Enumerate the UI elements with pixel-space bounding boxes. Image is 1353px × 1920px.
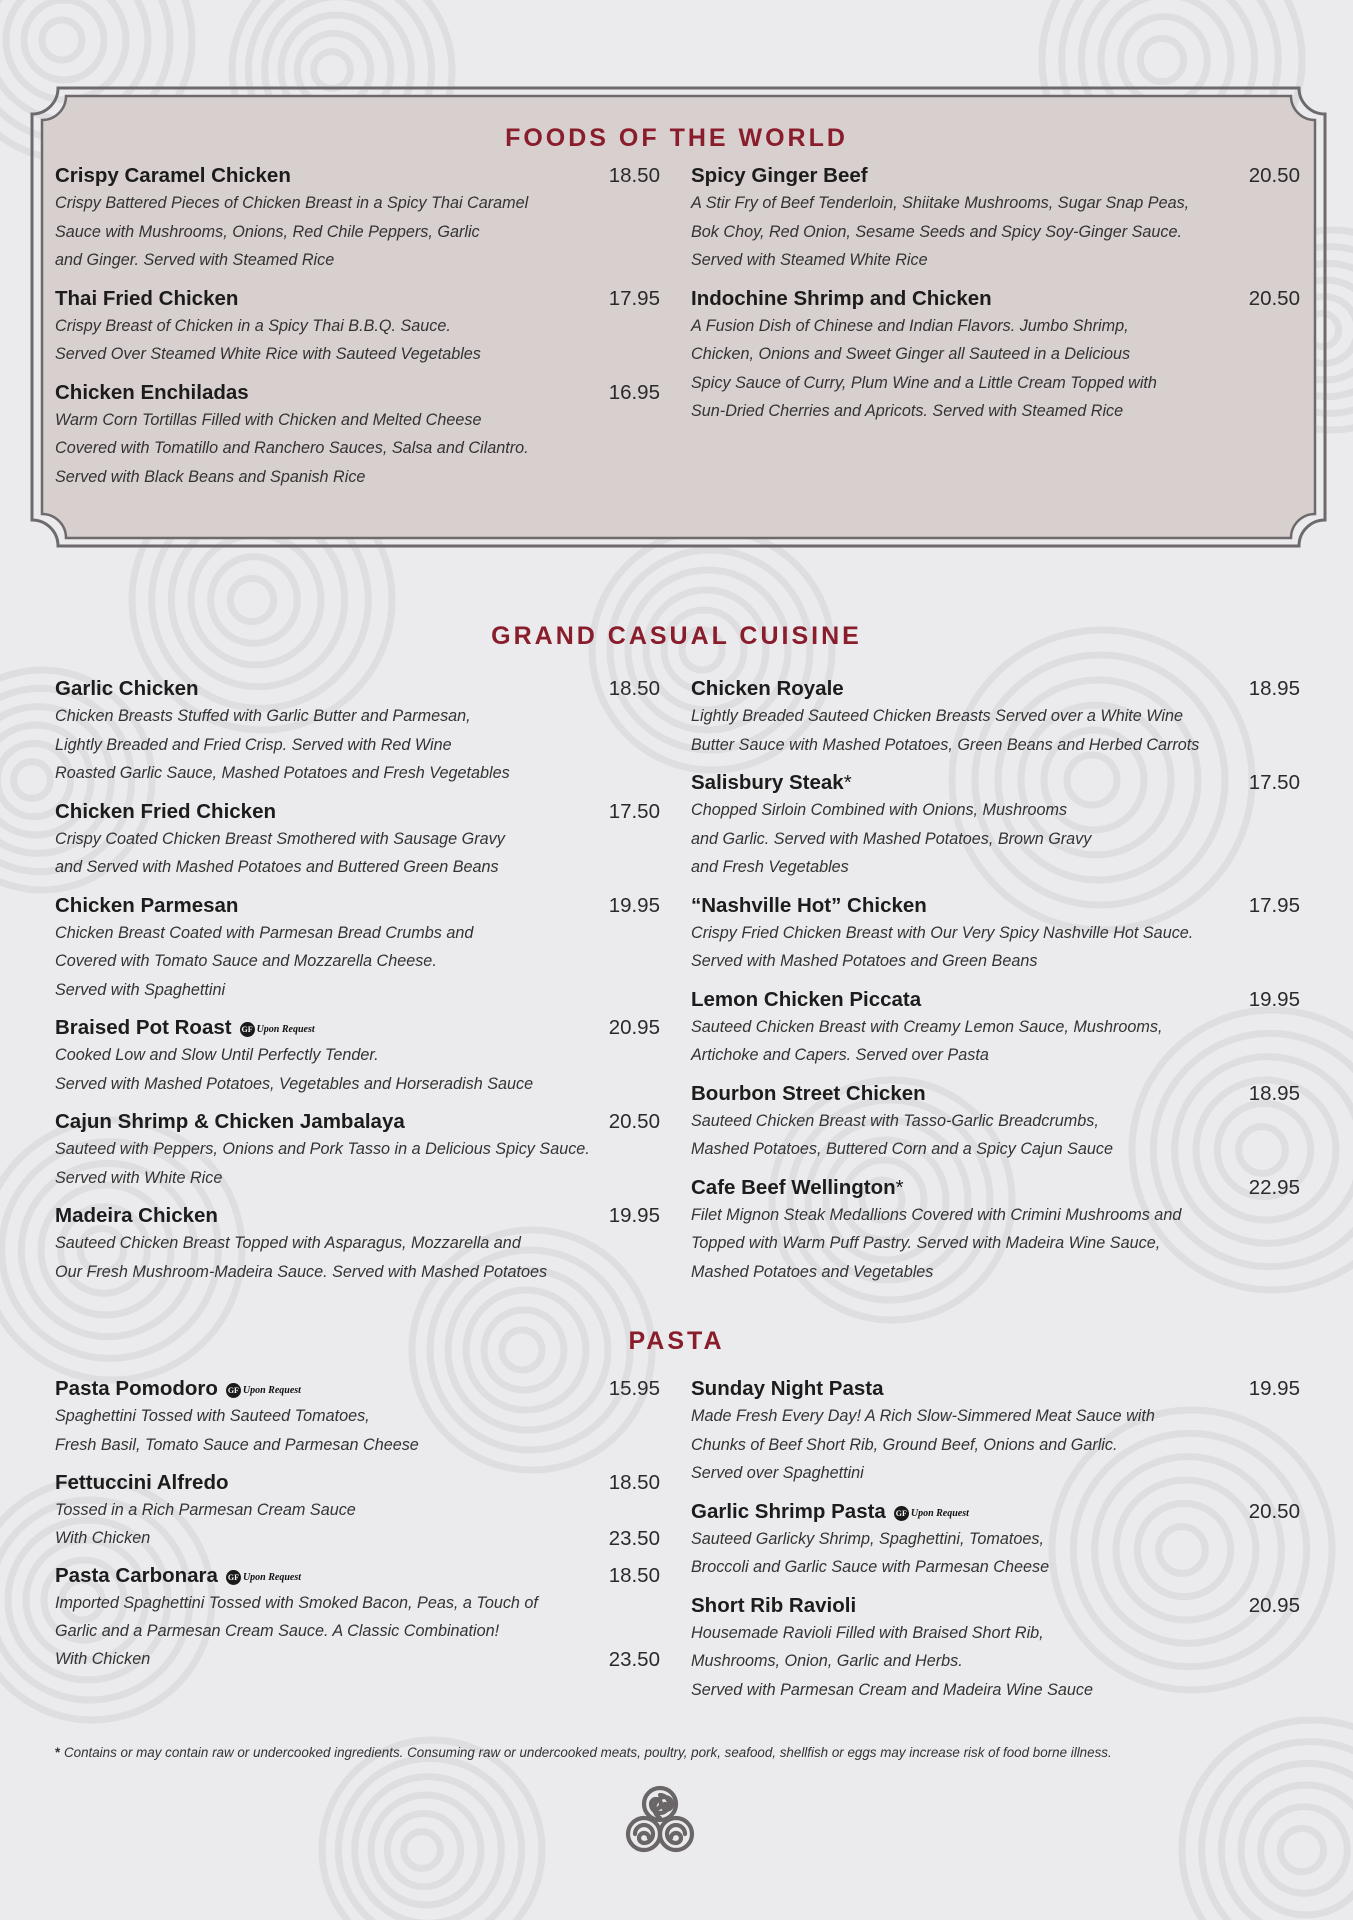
- triskelion-logo-icon: [618, 1782, 702, 1858]
- gluten-free-note: Upon Request: [910, 1507, 969, 1519]
- gluten-free-note: Upon Request: [256, 1024, 315, 1036]
- item-description: Filet Mignon Steak Medallions Covered with Crimini Mushrooms and Topped with Warm Puff Pastry. Served with Madeira Wine Sauce, Mashed Potatoes and Vegetables: [691, 1205, 1182, 1281]
- item-price: 17.95: [608, 286, 660, 310]
- menu-item: [55, 677, 660, 788]
- gluten-free-badge: [226, 1383, 301, 1398]
- item-description: Sauteed Garlicky Shrimp, Spaghettini, Tomatoes, Broccoli and Garlic Sauce with Parmesan Cheese: [691, 1529, 1050, 1576]
- menu-item: [691, 1082, 1300, 1164]
- item-description: Crispy Fried Chicken Breast with Our Very Spicy Nashville Hot Sauce. Served with Mashed Potatoes and Green Beans: [691, 923, 1194, 970]
- item-price: 19.95: [608, 893, 660, 917]
- menu-item: [55, 381, 660, 492]
- item-description: Tossed in a Rich Parmesan Cream Sauce: [55, 1501, 356, 1519]
- item-star-marker: *: [843, 771, 852, 794]
- item-description: Sauteed Chicken Breast Topped with Asparagus, Mozzarella and Our Fresh Mushroom-Madeira Sauce. Served with Mashed Potatoes: [55, 1234, 548, 1281]
- item-price: 18.50: [608, 677, 660, 700]
- item-name: Braised Pot Roast: [55, 1016, 232, 1039]
- item-name: Cafe Beef Wellington: [691, 1175, 896, 1199]
- section-title: GRAND CASUAL CUISINE: [491, 622, 862, 650]
- item-option: [55, 1525, 660, 1552]
- item-name: Fettuccini Alfredo: [55, 1471, 229, 1494]
- item-price: 18.95: [1248, 677, 1300, 700]
- item-name: Cajun Shrimp & Chicken Jambalaya: [55, 1110, 405, 1133]
- item-name: Spicy Ginger Beef: [691, 164, 868, 187]
- item-description: Cooked Low and Slow Until Perfectly Tender. Served with Mashed Potatoes, Vegetables and Horseradish Sauce: [55, 1046, 534, 1093]
- item-price: 19.95: [1248, 1377, 1300, 1400]
- item-name: Chicken Enchiladas: [55, 380, 249, 404]
- menu-item: [55, 1471, 660, 1552]
- menu-item: [691, 1500, 1300, 1582]
- gluten-free-note: Upon Request: [242, 1571, 301, 1583]
- item-description: Crispy Coated Chicken Breast Smothered with Sausage Gravy and Served with Mashed Potatoes and Buttered Green Beans: [55, 829, 505, 876]
- item-price: 18.50: [608, 1563, 660, 1587]
- item-price: 18.95: [1248, 1081, 1300, 1105]
- menu-item: [55, 287, 660, 369]
- section-grand-casual-cuisine: [0, 622, 1353, 1281]
- item-price: 20.50: [1248, 1499, 1300, 1523]
- item-price: 18.50: [608, 164, 660, 187]
- item-description: Lightly Breaded Sauteed Chicken Breasts Served over a White Wine Butter Sauce with Mashed Potatoes, Green Beans and Herbed Carrots: [691, 707, 1200, 754]
- item-price: 20.50: [608, 1110, 660, 1133]
- section-title: PASTA: [628, 1327, 725, 1355]
- item-price: 22.95: [1248, 1175, 1300, 1199]
- item-name: Thai Fried Chicken: [55, 286, 239, 310]
- item-price: 20.50: [1248, 164, 1300, 187]
- item-price: 18.50: [608, 1471, 660, 1494]
- menu-item: [691, 1176, 1300, 1287]
- item-name: Pasta Pomodoro: [55, 1377, 218, 1400]
- right-column: [691, 677, 1300, 1298]
- item-price: 20.95: [1248, 1593, 1300, 1617]
- item-description: Spaghettini Tossed with Sauteed Tomatoes, Fresh Basil, Tomato Sauce and Parmesan Cheese: [55, 1407, 419, 1454]
- item-name: Salisbury Steak: [691, 771, 844, 794]
- gluten-free-icon: GF: [240, 1022, 255, 1037]
- item-name: Pasta Carbonara: [55, 1563, 218, 1587]
- menu-item: [691, 287, 1300, 426]
- item-name: Short Rib Ravioli: [691, 1593, 857, 1617]
- item-description: Sauteed Chicken Breast with Tasso-Garlic Breadcrumbs, Mashed Potatoes, Buttered Corn and a Spicy Cajun Sauce: [691, 1111, 1114, 1158]
- item-name: Bourbon Street Chicken: [691, 1081, 926, 1105]
- item-price: 17.50: [608, 799, 660, 823]
- gluten-free-icon: GF: [894, 1506, 909, 1521]
- section-pasta: [0, 1327, 1353, 1699]
- gluten-free-badge: [240, 1022, 315, 1037]
- item-name: Madeira Chicken: [55, 1204, 218, 1227]
- item-price: 15.95: [608, 1377, 660, 1400]
- gluten-free-badge: [894, 1506, 969, 1521]
- menu-item: [55, 1016, 660, 1098]
- item-name: Sunday Night Pasta: [691, 1377, 884, 1400]
- option-label: With Chicken: [55, 1528, 151, 1547]
- item-name: Lemon Chicken Piccata: [691, 987, 922, 1011]
- gluten-free-icon: GF: [226, 1570, 241, 1585]
- gluten-free-icon: GF: [226, 1383, 241, 1398]
- left-column: [55, 164, 660, 503]
- item-description: Crispy Breast of Chicken in a Spicy Thai B.B.Q. Sauce. Served Over Steamed White Rice with Sauteed Vegetables: [55, 316, 481, 363]
- item-description: Imported Spaghettini Tossed with Smoked Bacon, Peas, a Touch of Garlic and a Parmesan Cream Sauce. A Classic Combination!: [55, 1593, 538, 1640]
- menu-item: [55, 1204, 660, 1286]
- allergen-footnote: [55, 1745, 1305, 1760]
- option-price: 23.50: [608, 1647, 660, 1671]
- item-description: A Stir Fry of Beef Tenderloin, Shiitake Mushrooms, Sugar Snap Peas, Bok Choy, Red Onion, Sesame Seeds and Spicy Soy-Ginger Sauce. Served with Steamed White Rice: [691, 194, 1190, 269]
- menu-item: [691, 164, 1300, 275]
- menu-item: [55, 800, 660, 882]
- menu-item: [691, 677, 1300, 759]
- item-name: Chicken Fried Chicken: [55, 799, 277, 823]
- item-price: 19.95: [608, 1204, 660, 1227]
- item-description: Made Fresh Every Day! A Rich Slow-Simmered Meat Sauce with Chunks of Beef Short Rib, Ground Beef, Onions and Garlic. Served over Spaghettini: [691, 1407, 1155, 1482]
- item-price: 17.50: [1248, 771, 1300, 794]
- item-star-marker: *: [895, 1175, 904, 1199]
- item-description: Sauteed with Peppers, Onions and Pork Tasso in a Delicious Spicy Sauce. Served with White Rice: [55, 1140, 590, 1187]
- footnote-text: Contains or may contain raw or undercooked ingredients. Consuming raw or undercooked meats, poultry, pork, seafood, shellfish or eggs may increase risk of food borne illness.: [63, 1745, 1112, 1760]
- menu-item: [691, 771, 1300, 882]
- option-price: 23.50: [608, 1526, 660, 1550]
- menu-item: [691, 1377, 1300, 1488]
- item-price: 16.95: [608, 380, 660, 404]
- item-description: Chicken Breast Coated with Parmesan Bread Crumbs and Covered with Tomato Sauce and Mozzarella Cheese. Served with Spaghettini: [55, 923, 474, 999]
- item-description: Housemade Ravioli Filled with Braised Short Rib, Mushrooms, Onion, Garlic and Herbs. Served with Parmesan Cream and Madeira Wine Sauce: [691, 1623, 1094, 1699]
- left-column: [55, 1377, 660, 1685]
- item-description: Warm Corn Tortillas Filled with Chicken and Melted Cheese Covered with Tomatillo and Ranchero Sauces, Salsa and Cilantro. Served with Black Beans and Spanish Rice: [55, 410, 529, 486]
- item-description: Sauteed Chicken Breast with Creamy Lemon Sauce, Mushrooms, Artichoke and Capers. Served over Pasta: [691, 1017, 1163, 1064]
- left-column: [55, 677, 660, 1298]
- item-price: 20.50: [1248, 286, 1300, 310]
- menu-item: [55, 1110, 660, 1192]
- item-name: Garlic Chicken: [55, 677, 199, 700]
- menu-item: [55, 1564, 660, 1673]
- gluten-free-note: Upon Request: [242, 1385, 301, 1397]
- menu-item: [691, 988, 1300, 1070]
- item-name: Garlic Shrimp Pasta: [691, 1499, 886, 1523]
- gluten-free-badge: [226, 1570, 301, 1585]
- item-description: Chopped Sirloin Combined with Onions, Mushrooms and Garlic. Served with Mashed Potatoes, Brown Gravy and Fresh Vegetables: [691, 801, 1092, 876]
- item-description: Crispy Battered Pieces of Chicken Breast in a Spicy Thai Caramel Sauce with Mushrooms, Onions, Red Chile Peppers, Garlic and Ginger. Served with Steamed Rice: [55, 194, 529, 269]
- menu-item: [55, 1377, 660, 1459]
- item-name: “Nashville Hot” Chicken: [691, 893, 927, 917]
- right-column: [691, 1377, 1300, 1716]
- option-label: With Chicken: [55, 1649, 151, 1668]
- right-column: [691, 164, 1300, 438]
- item-name: Indochine Shrimp and Chicken: [691, 286, 992, 310]
- menu-item: [691, 1594, 1300, 1705]
- item-name: Chicken Parmesan: [55, 893, 239, 917]
- item-option: [55, 1646, 660, 1673]
- footnote-asterisk: *: [55, 1745, 61, 1760]
- section-foods-of-the-world: [0, 124, 1353, 486]
- item-name: Chicken Royale: [691, 677, 844, 700]
- menu-item: [55, 164, 660, 275]
- menu-item: [55, 894, 660, 1005]
- item-description: Chicken Breasts Stuffed with Garlic Butter and Parmesan, Lightly Breaded and Fried Crisp. Served with Red Wine Roasted Garlic Sauce, Mashed Potatoes and Fresh Vegetables: [55, 707, 510, 782]
- item-price: 17.95: [1248, 893, 1300, 917]
- item-description: A Fusion Dish of Chinese and Indian Flavors. Jumbo Shrimp, Chicken, Onions and Sweet Ginger all Sauteed in a Delicious Spicy Sauce of Curry, Plum Wine and a Little Cream Topped with Sun-Dried Cherries and Apricots. Served with Steamed Rice: [691, 316, 1157, 420]
- menu-item: [691, 894, 1300, 976]
- section-title: FOODS OF THE WORLD: [505, 124, 848, 152]
- item-price: 20.95: [608, 1016, 660, 1039]
- item-name: Crispy Caramel Chicken: [55, 164, 291, 187]
- item-price: 19.95: [1248, 987, 1300, 1011]
